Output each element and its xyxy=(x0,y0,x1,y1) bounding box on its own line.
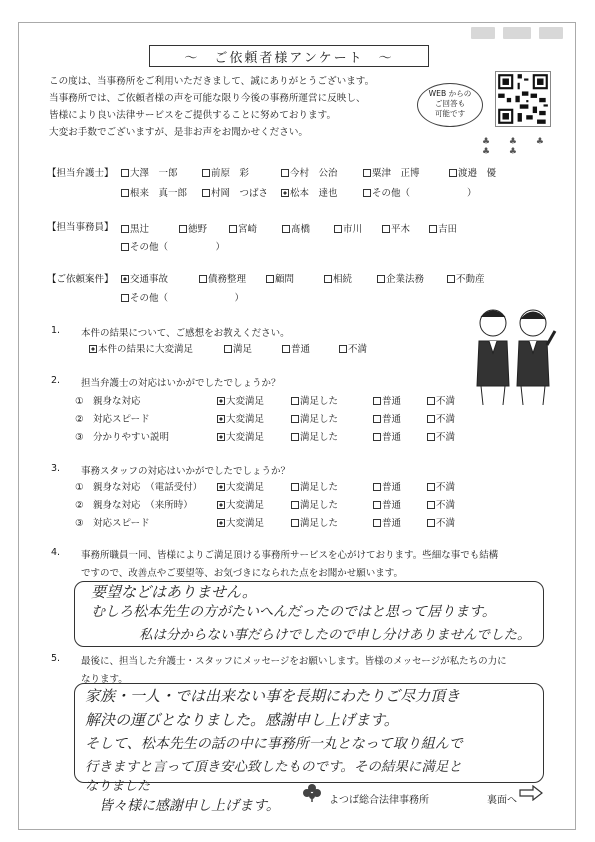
checkbox[interactable] xyxy=(427,433,435,441)
checkbox[interactable] xyxy=(324,275,332,283)
checkbox[interactable] xyxy=(281,169,289,177)
checkbox[interactable] xyxy=(427,519,435,527)
q1-option[interactable] xyxy=(89,341,193,355)
lawyer-option[interactable] xyxy=(363,185,477,199)
option-label: 宮崎 xyxy=(238,224,258,235)
question-number: 1. xyxy=(51,325,61,336)
checkbox[interactable] xyxy=(339,345,347,353)
checkbox[interactable] xyxy=(373,483,381,491)
clover-decoration: ♣ ♣ ♣ ♣ ♣ xyxy=(482,137,552,157)
checkbox[interactable] xyxy=(291,501,299,509)
checkbox[interactable] xyxy=(382,225,390,233)
checkbox[interactable] xyxy=(121,243,129,251)
checked-checkbox[interactable] xyxy=(217,501,225,509)
handwritten-line: 皆々様に感謝申し上げます。 xyxy=(99,798,280,814)
lawyer-option[interactable] xyxy=(363,165,420,179)
q2-option[interactable] xyxy=(427,393,455,407)
bubble-line: 可能です xyxy=(434,109,466,118)
q2-option[interactable] xyxy=(427,429,455,443)
q1-option[interactable] xyxy=(224,341,252,355)
question-2-text: 担当弁護士の対応はいかがでしたでしょうか？ xyxy=(81,378,281,389)
checkbox[interactable] xyxy=(266,275,274,283)
option-label: 今村 公治 xyxy=(290,168,338,179)
checkbox[interactable] xyxy=(427,397,435,405)
checkbox[interactable] xyxy=(449,169,457,177)
handwritten-line: むしろ松本先生の方がたいへんだったのではと思って居ります。 xyxy=(91,604,496,620)
q2-option[interactable] xyxy=(217,393,264,407)
option-label: 不満 xyxy=(436,414,456,425)
checkbox[interactable] xyxy=(291,415,299,423)
checked-checkbox[interactable] xyxy=(217,415,225,423)
checkbox[interactable] xyxy=(373,433,381,441)
checkbox[interactable] xyxy=(291,519,299,527)
option-label: 大澤 一郎 xyxy=(130,168,178,179)
checkbox[interactable] xyxy=(427,415,435,423)
checkbox[interactable] xyxy=(121,294,129,302)
checkbox[interactable] xyxy=(179,225,187,233)
option-label: 満足した xyxy=(300,500,339,511)
checkbox[interactable] xyxy=(363,189,371,197)
checkbox[interactable] xyxy=(429,225,437,233)
case-option[interactable] xyxy=(266,271,294,285)
checkbox[interactable] xyxy=(373,397,381,405)
back-page-label[interactable]: 裏面へ xyxy=(487,795,517,806)
arrow-right-icon[interactable] xyxy=(519,785,543,801)
option-label: 債務整理 xyxy=(208,274,247,285)
checkbox[interactable] xyxy=(121,225,129,233)
checked-checkbox[interactable] xyxy=(281,189,289,197)
checkbox[interactable] xyxy=(291,397,299,405)
option-label: 相続 xyxy=(333,274,353,285)
case-option[interactable] xyxy=(199,271,246,285)
option-label: 顧問 xyxy=(275,274,295,285)
option-label: 村岡 つばさ xyxy=(211,188,269,199)
checked-checkbox[interactable] xyxy=(217,519,225,527)
lawyer-option[interactable] xyxy=(121,185,187,199)
q2-option[interactable] xyxy=(373,429,401,443)
checked-checkbox[interactable] xyxy=(121,275,129,283)
option-label: 満足した xyxy=(300,518,339,529)
option-label: 髙橋 xyxy=(291,224,311,235)
question-4-line: 事務所職員一同、皆様によりご満足頂ける事務所サービスを心がけております。些細な事でも結構 xyxy=(81,550,499,561)
question-3-text: 事務スタッフの対応はいかがでしたでしょうか？ xyxy=(81,466,291,477)
checkbox[interactable] xyxy=(121,169,129,177)
q2-option[interactable] xyxy=(291,393,338,407)
q1-option[interactable] xyxy=(282,341,310,355)
lawyer-label: 【担当弁護士】 xyxy=(47,168,114,179)
option-label: 不満 xyxy=(348,344,368,355)
checkbox[interactable] xyxy=(373,415,381,423)
redaction-mark xyxy=(471,27,495,39)
option-label: 松本 達也 xyxy=(290,188,338,199)
case-option[interactable] xyxy=(121,271,168,285)
option-label: 交通事故 xyxy=(130,274,169,285)
handwritten-line: 私は分からない事だらけでしたので申し分けありませんでした。 xyxy=(139,627,531,643)
question-4-line: ですので、改善点やご要望等、お気づきになられた点をお聞かせ願います。 xyxy=(81,568,404,579)
option-label: 本件の結果に大変満足 xyxy=(98,344,194,355)
checkbox[interactable] xyxy=(334,225,342,233)
q3-option[interactable] xyxy=(291,497,338,511)
q1-option[interactable] xyxy=(339,341,367,355)
question-5-line: 最後に、担当した弁護士・スタッフにメッセージをお願いします。皆様のメッセージが私たちの力に xyxy=(81,656,507,667)
checked-checkbox[interactable] xyxy=(217,397,225,405)
option-label: 満足 xyxy=(233,344,253,355)
checkbox[interactable] xyxy=(373,501,381,509)
handwritten-line: 要望などはありません。 xyxy=(91,583,257,601)
option-label: 普通 xyxy=(382,518,402,529)
staff-label: 【担当事務員】 xyxy=(47,222,114,233)
q2-option[interactable] xyxy=(291,429,338,443)
q3-option[interactable] xyxy=(291,515,338,529)
lawyer-option[interactable] xyxy=(281,185,338,199)
option-label: 不満 xyxy=(436,432,456,443)
option-label: 大変満足 xyxy=(226,396,265,407)
option-label: その他（ ） xyxy=(372,188,477,199)
intro-line: この度は、当事務所をご利用いただきまして、誠にありがとうございます。 xyxy=(49,76,375,87)
question-5-text xyxy=(81,653,571,685)
q3-option[interactable] xyxy=(373,515,401,529)
option-label: 普通 xyxy=(291,344,311,355)
handwritten-line: そして、松本先生の話の中に事務所一丸となって取り組んで xyxy=(85,736,463,752)
intro-line: 当事務所では、ご依頼者様の声を可能な限り今後の事務所運営に反映し、 xyxy=(49,93,366,104)
staff-option[interactable] xyxy=(382,221,410,235)
q2-option[interactable] xyxy=(373,411,401,425)
option-label: 満足した xyxy=(300,432,339,443)
case-label: 【ご依頼案件】 xyxy=(47,274,114,285)
option-label: 普通 xyxy=(382,500,402,511)
case-option[interactable] xyxy=(447,271,485,285)
option-label: 普通 xyxy=(382,482,402,493)
option-label: 満足した xyxy=(300,396,339,407)
staff-option[interactable] xyxy=(179,221,207,235)
rating-row-label: ② 親身な対応 （来所時） xyxy=(75,500,193,511)
bubble-line: ご回答も xyxy=(434,99,466,108)
handwritten-line: 行きますと言って頂き安心致したものです。その結果に満足と xyxy=(85,759,462,775)
redaction-mark xyxy=(503,27,531,39)
option-label: その他（ ） xyxy=(130,293,245,304)
option-label: 不満 xyxy=(436,500,456,511)
checkbox[interactable] xyxy=(229,225,237,233)
checkbox[interactable] xyxy=(291,483,299,491)
question-1-text: 本件の結果について、ご感想をお教えください。 xyxy=(81,328,290,339)
question-number: 2. xyxy=(51,375,61,386)
option-label: 不満 xyxy=(436,396,456,407)
question-number: 4. xyxy=(51,547,61,558)
staff-option[interactable] xyxy=(429,221,457,235)
q2-option[interactable] xyxy=(291,411,338,425)
checkbox[interactable] xyxy=(224,345,232,353)
handwritten-line: 家族・一人・では出来ない事を長期にわたりご尽力頂き xyxy=(85,687,461,705)
question-4-text xyxy=(81,547,571,579)
q3-option[interactable] xyxy=(427,497,455,511)
case-option[interactable] xyxy=(121,290,244,304)
rating-row-label: ② 対応スピード xyxy=(75,414,150,425)
rating-row-label: ③ 対応スピード xyxy=(75,518,150,529)
option-label: 渡邉 優 xyxy=(458,168,497,179)
lawyer-option[interactable] xyxy=(281,165,338,179)
option-label: 不動産 xyxy=(456,274,485,285)
option-label: 平木 xyxy=(391,224,411,235)
q3-option[interactable] xyxy=(217,515,264,529)
question-5-line: なります。 xyxy=(81,674,128,685)
intro-line: 皆様により良い法律サービスをご提供することに努めております。 xyxy=(49,110,337,121)
staff-option[interactable] xyxy=(334,221,362,235)
survey-sheet xyxy=(18,22,576,830)
option-label: 大変満足 xyxy=(226,414,265,425)
clover-logo-icon xyxy=(302,783,322,803)
web-answer-bubble xyxy=(417,83,483,127)
checkbox[interactable] xyxy=(373,519,381,527)
case-option[interactable] xyxy=(377,271,424,285)
checkbox[interactable] xyxy=(199,275,207,283)
page-title: ～ ご依頼者様アンケート ～ xyxy=(149,45,429,67)
option-label: 黒辻 xyxy=(130,224,150,235)
option-label: 普通 xyxy=(382,432,402,443)
option-label: 満足した xyxy=(300,414,339,425)
q2-option[interactable] xyxy=(217,429,264,443)
option-label: 大変満足 xyxy=(226,432,265,443)
intro-text xyxy=(49,73,479,141)
option-label: 大変満足 xyxy=(226,500,265,511)
intro-line: 大変お手数でございますが、是非お声をお聞かせください。 xyxy=(49,127,309,138)
lawyer-option[interactable] xyxy=(202,165,249,179)
rating-row-label: ① 親身な対応 xyxy=(75,396,141,407)
case-option[interactable] xyxy=(324,271,352,285)
lawyer-option[interactable] xyxy=(121,165,178,179)
option-label: 市川 xyxy=(343,224,363,235)
option-label: 大変満足 xyxy=(226,518,265,529)
q2-option[interactable] xyxy=(217,411,264,425)
question-number: 3. xyxy=(51,463,61,474)
q3-option[interactable] xyxy=(373,497,401,511)
q3-option[interactable] xyxy=(217,479,264,493)
checkbox[interactable] xyxy=(121,189,129,197)
q3-option[interactable] xyxy=(291,479,338,493)
handwritten-line: なりました xyxy=(85,779,151,794)
option-label: 不満 xyxy=(436,518,456,529)
checkbox[interactable] xyxy=(202,169,210,177)
rating-row-label: ① 親身な対応 （電話受付） xyxy=(75,482,203,493)
checkbox[interactable] xyxy=(282,345,290,353)
lawyer-option[interactable] xyxy=(202,185,268,199)
q3-option[interactable] xyxy=(427,515,455,529)
lawyer-caricature-image xyxy=(469,301,559,411)
bubble-line: WEB からの xyxy=(428,89,472,98)
option-label: 普通 xyxy=(382,396,402,407)
checkbox[interactable] xyxy=(363,169,371,177)
checkbox[interactable] xyxy=(377,275,385,283)
q3-option[interactable] xyxy=(217,497,264,511)
q2-option[interactable] xyxy=(373,393,401,407)
redaction-mark xyxy=(539,27,563,39)
q3-option[interactable] xyxy=(373,479,401,493)
option-label: 満足した xyxy=(300,482,339,493)
checkbox[interactable] xyxy=(427,483,435,491)
option-label: 普通 xyxy=(382,414,402,425)
qr-code[interactable] xyxy=(495,71,551,127)
option-label: 徳野 xyxy=(188,224,208,235)
staff-option[interactable] xyxy=(121,239,225,253)
checkbox[interactable] xyxy=(427,501,435,509)
checked-checkbox[interactable] xyxy=(217,433,225,441)
option-label: 不満 xyxy=(436,482,456,493)
q3-option[interactable] xyxy=(427,479,455,493)
option-label: 前原 彩 xyxy=(211,168,250,179)
option-label: 大変満足 xyxy=(226,482,265,493)
option-label: 根来 真一郎 xyxy=(130,188,188,199)
option-label: その他（ ） xyxy=(130,242,226,253)
q2-option[interactable] xyxy=(427,411,455,425)
question-number: 5. xyxy=(51,653,61,664)
option-label: 吉田 xyxy=(438,224,458,235)
checkbox[interactable] xyxy=(202,189,210,197)
checkbox[interactable] xyxy=(282,225,290,233)
checked-checkbox[interactable] xyxy=(217,483,225,491)
rating-row-label: ③ 分かりやすい説明 xyxy=(75,432,170,443)
checkbox[interactable] xyxy=(291,433,299,441)
handwritten-line: 解決の運びとなりました。感謝申し上げます。 xyxy=(85,711,399,729)
staff-option[interactable] xyxy=(229,221,257,235)
lawyer-option[interactable] xyxy=(449,165,496,179)
checked-checkbox[interactable] xyxy=(89,345,97,353)
staff-option[interactable] xyxy=(121,221,149,235)
option-label: 企業法務 xyxy=(386,274,425,285)
option-label: 粟津 正博 xyxy=(372,168,420,179)
checkbox[interactable] xyxy=(447,275,455,283)
office-name: よつば総合法律事務所 xyxy=(329,795,429,806)
staff-option[interactable] xyxy=(282,221,310,235)
